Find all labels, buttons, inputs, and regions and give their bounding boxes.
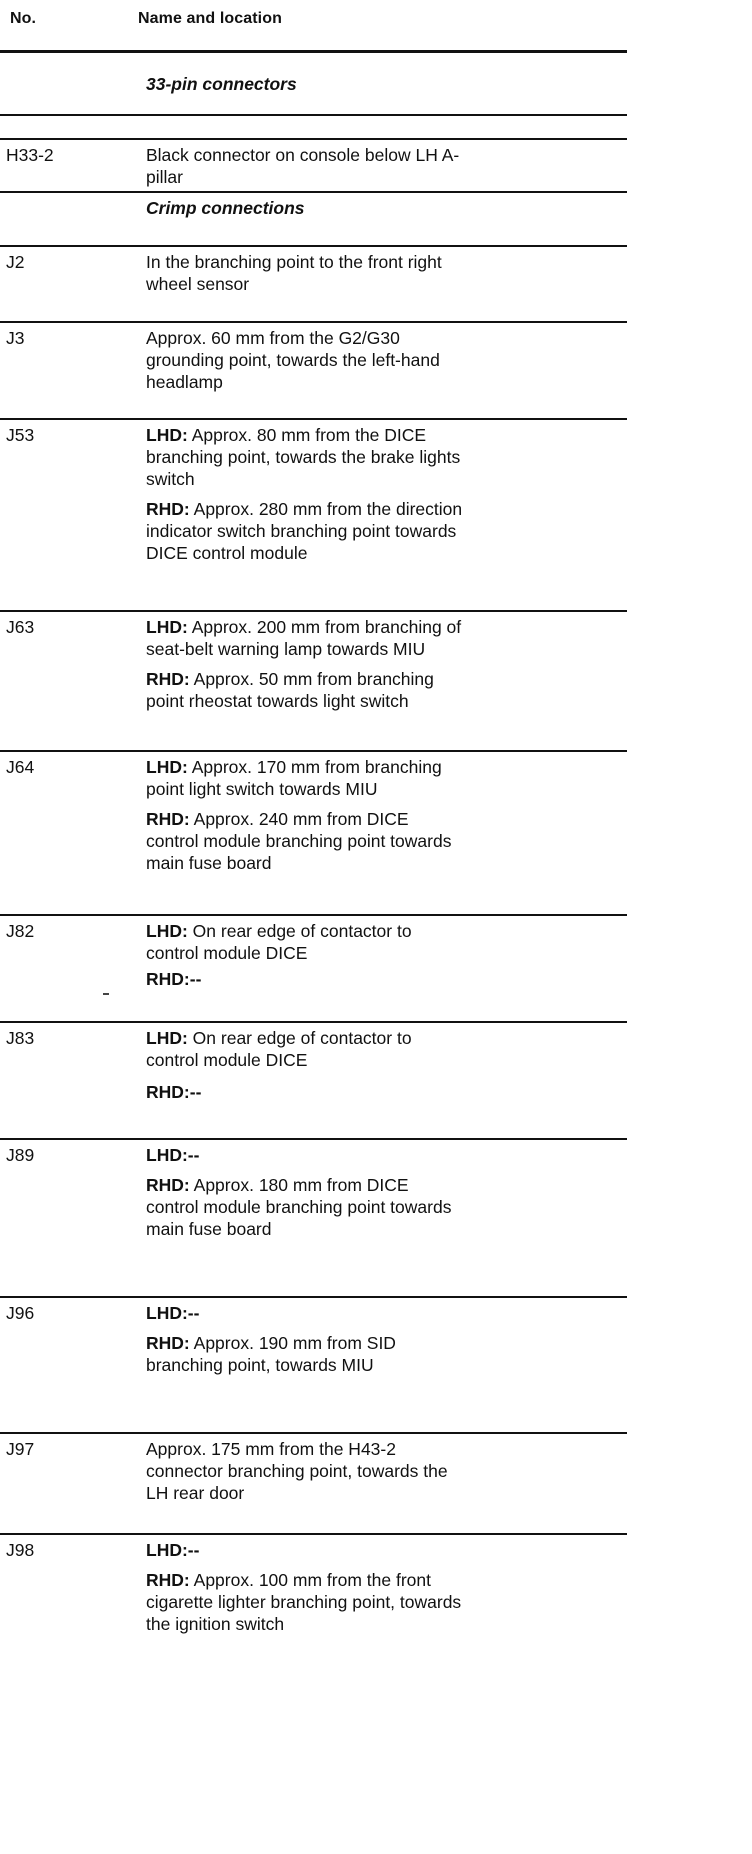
text-line: branching point, towards MIU	[146, 1355, 374, 1375]
row-divider	[0, 914, 627, 916]
rhd-label: RHD:	[146, 1175, 190, 1195]
lhd-label: LHD:	[146, 1145, 188, 1165]
text-line: headlamp	[146, 372, 223, 392]
text-line: --	[187, 1540, 200, 1560]
row-number: J64	[6, 757, 35, 777]
row-number: J89	[6, 1145, 35, 1165]
text-line: connector branching point, towards the	[146, 1461, 448, 1481]
text-line: Approx. 175 mm from the H43-2	[146, 1439, 396, 1459]
lhd-label: LHD:	[146, 1540, 188, 1560]
row-number: J3	[6, 328, 25, 348]
text-line: Approx. 170 mm from branching	[191, 757, 442, 777]
text-line: On rear edge of contactor to	[192, 1028, 412, 1048]
lhd-label: LHD:	[146, 1028, 188, 1048]
text-line: grounding point, towards the left-hand	[146, 350, 440, 370]
row-divider	[0, 1021, 627, 1023]
row-divider	[0, 191, 627, 193]
text-line: Approx. 100 mm from the front	[193, 1570, 431, 1590]
row-description	[146, 616, 606, 720]
text-line: main fuse board	[146, 853, 272, 873]
text-line: Approx. 50 mm from branching	[193, 669, 434, 689]
lhd-label: LHD:	[146, 921, 188, 941]
row-description	[146, 144, 606, 188]
row-description	[146, 920, 606, 990]
column-header-name-location: Name and location	[138, 10, 282, 27]
text-line: control module branching point towards	[146, 1197, 452, 1217]
row-number: J97	[6, 1439, 35, 1459]
text-line: wheel sensor	[146, 274, 250, 294]
text-line: control module DICE	[146, 943, 308, 963]
row-description	[146, 251, 606, 295]
row-divider	[0, 1138, 627, 1140]
header-rule	[0, 50, 627, 53]
rhd-label: RHD:	[146, 1333, 190, 1353]
row-number: J96	[6, 1303, 35, 1323]
row-number: J53	[6, 425, 35, 445]
text-line: control module DICE	[146, 1050, 308, 1070]
stray-mark	[103, 993, 109, 995]
text-line: DICE control module	[146, 543, 308, 563]
text-line: On rear edge of contactor to	[192, 921, 412, 941]
row-number: J2	[6, 252, 25, 272]
section-title-crimp: Crimp connections	[146, 198, 305, 218]
text-line: branching point, towards the brake lights	[146, 447, 461, 467]
text-line: main fuse board	[146, 1219, 272, 1239]
row-description	[146, 424, 606, 572]
text-line: cigarette lighter branching point, towards	[146, 1592, 462, 1612]
row-divider	[0, 418, 627, 420]
text-line: LH rear door	[146, 1483, 245, 1503]
lhd-label: LHD:	[146, 617, 188, 637]
lhd-label: LHD:	[146, 1303, 188, 1323]
column-header-no: No.	[10, 10, 37, 27]
text-line: control module branching point towards	[146, 831, 452, 851]
rhd-label: RHD:	[146, 1082, 190, 1102]
text-line: In the branching point to the front right	[146, 252, 442, 272]
text-line: point light switch towards MIU	[146, 779, 378, 799]
rhd-label: RHD:	[146, 969, 190, 989]
row-description	[146, 1539, 606, 1643]
text-line: the ignition switch	[146, 1614, 285, 1634]
row-description	[146, 1302, 606, 1384]
row-description	[146, 1144, 606, 1248]
row-divider	[0, 321, 627, 323]
row-divider	[0, 610, 627, 612]
section-title-33-pin: 33-pin connectors	[146, 74, 297, 94]
text-line: switch	[146, 469, 195, 489]
row-number: H33-2	[6, 145, 54, 165]
row-divider	[0, 114, 627, 116]
text-line: --	[187, 1303, 200, 1323]
text-line: Approx. 80 mm from the DICE	[191, 425, 427, 445]
text-line: Approx. 190 mm from SID	[193, 1333, 396, 1353]
text-line: --	[189, 969, 202, 989]
row-number: J63	[6, 617, 35, 637]
row-description	[146, 1027, 606, 1103]
row-number: J83	[6, 1028, 35, 1048]
row-description	[146, 327, 606, 393]
text-line: Approx. 200 mm from branching of	[191, 617, 462, 637]
row-divider	[0, 245, 627, 247]
lhd-label: LHD:	[146, 425, 188, 445]
text-line: indicator switch branching point towards	[146, 521, 457, 541]
rhd-label: RHD:	[146, 499, 190, 519]
text-line: seat-belt warning lamp towards MIU	[146, 639, 426, 659]
text-line: point rheostat towards light switch	[146, 691, 409, 711]
row-divider	[0, 750, 627, 752]
text-line: Approx. 180 mm from DICE	[193, 1175, 409, 1195]
row-description	[146, 756, 606, 882]
row-description	[146, 1438, 606, 1504]
row-number: J98	[6, 1540, 35, 1560]
rhd-label: RHD:	[146, 669, 190, 689]
lhd-label: LHD:	[146, 757, 188, 777]
row-divider	[0, 1296, 627, 1298]
row-divider	[0, 1533, 627, 1535]
text-line: Approx. 280 mm from the direction	[193, 499, 463, 519]
text-line: Approx. 60 mm from the G2/G30	[146, 328, 400, 348]
text-line: --	[189, 1082, 202, 1102]
text-line: Black connector on console below LH A-	[146, 145, 460, 165]
text-line: pillar	[146, 167, 183, 187]
rhd-label: RHD:	[146, 1570, 190, 1590]
text-line: Approx. 240 mm from DICE	[193, 809, 409, 829]
text-line: --	[187, 1145, 200, 1165]
row-number: J82	[6, 921, 35, 941]
row-divider	[0, 138, 627, 140]
rhd-label: RHD:	[146, 809, 190, 829]
row-divider	[0, 1432, 627, 1434]
